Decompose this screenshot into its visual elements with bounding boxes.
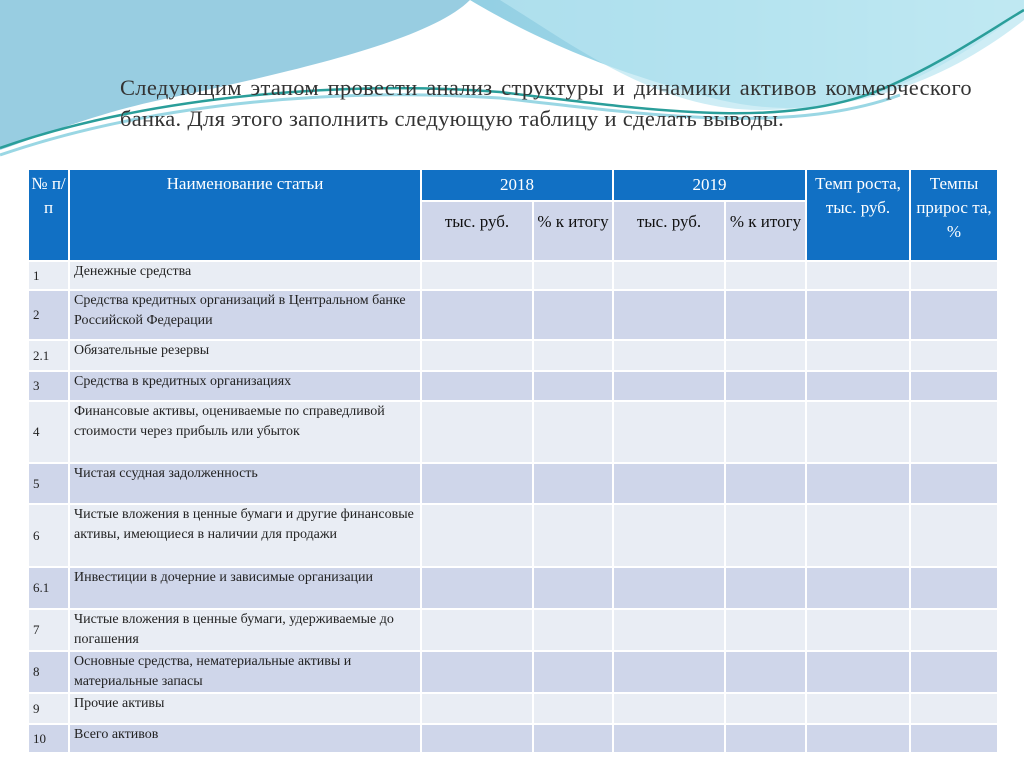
table-row — [29, 262, 997, 289]
table-row — [29, 402, 997, 462]
cell-value-2019[interactable] — [614, 341, 724, 370]
cell-growth-rate[interactable] — [807, 568, 909, 608]
header-item-name: Наименование статьи — [70, 170, 420, 260]
cell-value-2019[interactable] — [614, 372, 724, 400]
cell-increase-rate[interactable] — [911, 694, 997, 723]
cell-pct-2019[interactable] — [726, 610, 805, 650]
cell-pct-2018[interactable] — [534, 464, 612, 503]
table-row — [29, 341, 997, 370]
cell-increase-rate[interactable] — [911, 402, 997, 462]
row-number: 6.1 — [29, 568, 68, 608]
cell-value-2018[interactable] — [422, 464, 532, 503]
cell-increase-rate[interactable] — [911, 372, 997, 400]
cell-pct-2019[interactable] — [726, 291, 805, 339]
cell-pct-2019[interactable] — [726, 652, 805, 692]
header-2018-thousand-rub: тыс. руб. — [422, 202, 532, 260]
header-2018-pct-total: % к итогу — [534, 202, 612, 260]
cell-growth-rate[interactable] — [807, 505, 909, 566]
cell-pct-2019[interactable] — [726, 341, 805, 370]
row-item-name: Инвестиции в дочерние и зависимые организации — [70, 568, 420, 608]
row-number: 2.1 — [29, 341, 68, 370]
row-number: 3 — [29, 372, 68, 400]
cell-value-2018[interactable] — [422, 291, 532, 339]
header-increase-rate: Темпы прирос та, % — [911, 170, 997, 260]
cell-value-2019[interactable] — [614, 464, 724, 503]
cell-pct-2018[interactable] — [534, 402, 612, 462]
row-item-name: Обязательные резервы — [70, 341, 420, 370]
table-row — [29, 652, 997, 692]
cell-increase-rate[interactable] — [911, 291, 997, 339]
header-2019: 2019 — [614, 170, 805, 200]
row-number: 7 — [29, 610, 68, 650]
cell-pct-2018[interactable] — [534, 652, 612, 692]
header-2019-thousand-rub: тыс. руб. — [614, 202, 724, 260]
cell-value-2018[interactable] — [422, 372, 532, 400]
cell-value-2019[interactable] — [614, 725, 724, 752]
header-2018: 2018 — [422, 170, 612, 200]
cell-increase-rate[interactable] — [911, 568, 997, 608]
cell-increase-rate[interactable] — [911, 505, 997, 566]
table-row — [29, 464, 997, 503]
row-item-name: Всего активов — [70, 725, 420, 752]
cell-value-2019[interactable] — [614, 291, 724, 339]
cell-pct-2019[interactable] — [726, 694, 805, 723]
row-number: 1 — [29, 262, 68, 289]
cell-pct-2019[interactable] — [726, 725, 805, 752]
row-item-name: Основные средства, нематериальные активы и материальные запасы — [70, 652, 420, 692]
cell-growth-rate[interactable] — [807, 652, 909, 692]
table-row — [29, 725, 997, 752]
cell-increase-rate[interactable] — [911, 610, 997, 650]
cell-pct-2018[interactable] — [534, 262, 612, 289]
row-item-name: Средства в кредитных организациях — [70, 372, 420, 400]
cell-pct-2018[interactable] — [534, 341, 612, 370]
row-number: 10 — [29, 725, 68, 752]
table-row — [29, 568, 997, 608]
cell-pct-2018[interactable] — [534, 610, 612, 650]
cell-value-2018[interactable] — [422, 262, 532, 289]
cell-value-2018[interactable] — [422, 341, 532, 370]
row-item-name: Денежные средства — [70, 262, 420, 289]
row-item-name: Чистые вложения в ценные бумаги и другие финансовые активы, имеющиеся в наличии для продажи — [70, 505, 420, 566]
row-item-name: Прочие активы — [70, 694, 420, 723]
cell-value-2019[interactable] — [614, 652, 724, 692]
cell-pct-2018[interactable] — [534, 725, 612, 752]
cell-increase-rate[interactable] — [911, 652, 997, 692]
row-item-name: Средства кредитных организаций в Центральном банке Российской Федерации — [70, 291, 420, 339]
cell-value-2019[interactable] — [614, 262, 724, 289]
cell-increase-rate[interactable] — [911, 262, 997, 289]
cell-growth-rate[interactable] — [807, 694, 909, 723]
slide-title: Следующим этапом провести анализ структуры и динамики активов коммерческого банка. Для этого заполнить следующую таблицу и сделать выводы. — [120, 75, 972, 131]
row-number: 4 — [29, 402, 68, 462]
cell-value-2019[interactable] — [614, 568, 724, 608]
cell-increase-rate[interactable] — [911, 341, 997, 370]
assets-analysis-table — [27, 168, 999, 754]
row-item-name: Финансовые активы, оцениваемые по справедливой стоимости через прибыль или убыток — [70, 402, 420, 462]
cell-value-2018[interactable] — [422, 610, 532, 650]
row-number: 8 — [29, 652, 68, 692]
cell-pct-2019[interactable] — [726, 402, 805, 462]
cell-pct-2019[interactable] — [726, 505, 805, 566]
cell-value-2019[interactable] — [614, 694, 724, 723]
cell-growth-rate[interactable] — [807, 291, 909, 339]
cell-growth-rate[interactable] — [807, 262, 909, 289]
table-row — [29, 372, 997, 400]
row-item-name: Чистые вложения в ценные бумаги, удерживаемые до погашения — [70, 610, 420, 650]
row-number: 6 — [29, 505, 68, 566]
cell-value-2019[interactable] — [614, 402, 724, 462]
cell-value-2018[interactable] — [422, 725, 532, 752]
cell-growth-rate[interactable] — [807, 402, 909, 462]
header-number: № п/п — [29, 170, 68, 260]
cell-growth-rate[interactable] — [807, 341, 909, 370]
cell-pct-2018[interactable] — [534, 505, 612, 566]
row-number: 9 — [29, 694, 68, 723]
cell-value-2018[interactable] — [422, 568, 532, 608]
cell-value-2018[interactable] — [422, 652, 532, 692]
cell-growth-rate[interactable] — [807, 610, 909, 650]
cell-pct-2018[interactable] — [534, 568, 612, 608]
cell-growth-rate[interactable] — [807, 372, 909, 400]
cell-pct-2018[interactable] — [534, 291, 612, 339]
row-item-name: Чистая ссудная задолженность — [70, 464, 420, 503]
cell-pct-2019[interactable] — [726, 568, 805, 608]
cell-growth-rate[interactable] — [807, 464, 909, 503]
table-row — [29, 291, 997, 339]
cell-value-2018[interactable] — [422, 505, 532, 566]
table-row — [29, 610, 997, 650]
header-growth-rate: Темп роста, тыс. руб. — [807, 170, 909, 260]
cell-pct-2019[interactable] — [726, 464, 805, 503]
cell-value-2019[interactable] — [614, 505, 724, 566]
cell-pct-2018[interactable] — [534, 372, 612, 400]
table-row — [29, 505, 997, 566]
row-number: 2 — [29, 291, 68, 339]
row-number: 5 — [29, 464, 68, 503]
header-2019-pct-total: % к итогу — [726, 202, 805, 260]
cell-pct-2019[interactable] — [726, 372, 805, 400]
cell-pct-2018[interactable] — [534, 694, 612, 723]
table-row — [29, 694, 997, 723]
cell-value-2018[interactable] — [422, 402, 532, 462]
cell-increase-rate[interactable] — [911, 725, 997, 752]
cell-growth-rate[interactable] — [807, 725, 909, 752]
cell-pct-2019[interactable] — [726, 262, 805, 289]
cell-increase-rate[interactable] — [911, 464, 997, 503]
cell-value-2019[interactable] — [614, 610, 724, 650]
cell-value-2018[interactable] — [422, 694, 532, 723]
